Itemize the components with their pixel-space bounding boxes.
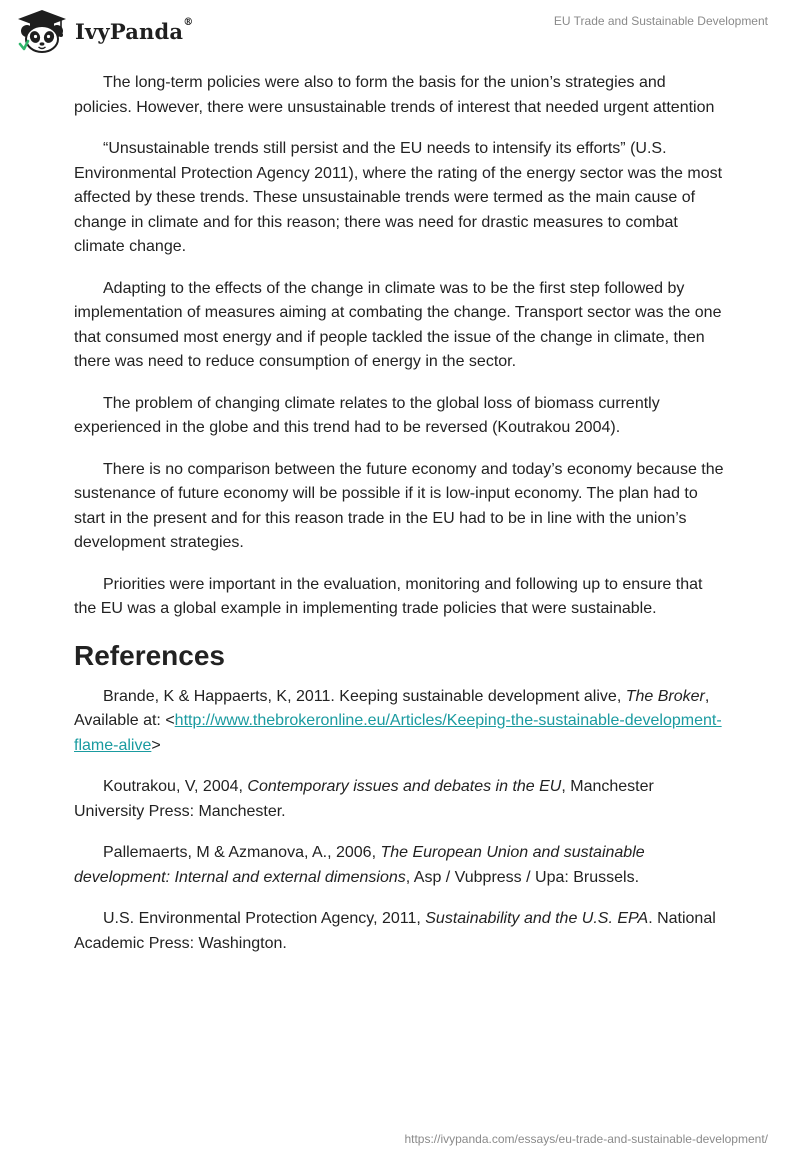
reference-item: Koutrakou, V, 2004, Contemporary issues and debates in the EU, Manchester University Press: Manchester.: [74, 778, 654, 820]
paragraph: Adapting to the effects of the change in climate was to be the first step followed by implementation of measures aiming at combating the change. Transport sector was the one that consumed most energy and if people tackled the issue of the change in climate, then there was need to reduce consumption of energy in the sector.: [74, 279, 722, 370]
document-title: EU Trade and Sustainable Development: [553, 14, 768, 28]
reference-item: U.S. Environmental Protection Agency, 2011, Sustainability and the U.S. EPA. National Academic Press: Washington.: [74, 910, 716, 952]
paragraph: There is no comparison between the future economy and today’s economy because the sustenance of future economy will be possible if it is low-input economy. The plan had to start in the present and for this reason trade in the EU had to be in line with the union’s development strategies.: [74, 460, 724, 551]
reference-link[interactable]: http://www.thebrokeronline.eu/Articles/Keeping-the-sustainable-development-flame-alive: [74, 712, 722, 754]
references-heading: References: [74, 639, 225, 671]
paragraph: Priorities were important in the evaluation, monitoring and following up to ensure that the EU was a global example in implementing trade policies that were sustainable.: [74, 575, 703, 617]
page-header: [0, 0, 800, 64]
paragraph: The long-term policies were also to form the basis for the union’s strategies and policies. However, there were unsustainable trends of interest that needed urgent attention: [74, 74, 715, 116]
paragraph: The problem of changing climate relates to the global loss of biomass currently experienced in the globe and this trend had to be reversed (Koutrakou 2004).: [74, 394, 660, 436]
site-logo[interactable]: [16, 8, 193, 54]
paragraph: “Unsustainable trends still persist and the EU needs to intensify its efforts” (U.S. Environmental Protection Agency 2011), where the rating of the energy sector was the most affected by these trends. These unsustainable trends were termed as the main cause of change in climate and for this reason; there was need for drastic measures to combat climate change.: [74, 140, 723, 255]
reference-item: Brande, K & Happaerts, K, 2011. Keeping sustainable development alive, The Broker, Available at: <http://www.thebrokeronline.eu/Articles/Keeping-the-sustainable-development-flame-alive>: [74, 687, 722, 754]
reference-item: Pallemaerts, M & Azmanova, A., 2006, The European Union and sustainable development: Internal and external dimensions, Asp / Vubpress / Upa: Brussels.: [74, 844, 645, 886]
page-url: https://ivypanda.com/essays/eu-trade-and-sustainable-development/: [404, 1132, 768, 1146]
panda-logo-icon: [16, 8, 68, 54]
essay-body: [74, 71, 724, 973]
logo-text: IvyPanda®: [75, 16, 194, 44]
